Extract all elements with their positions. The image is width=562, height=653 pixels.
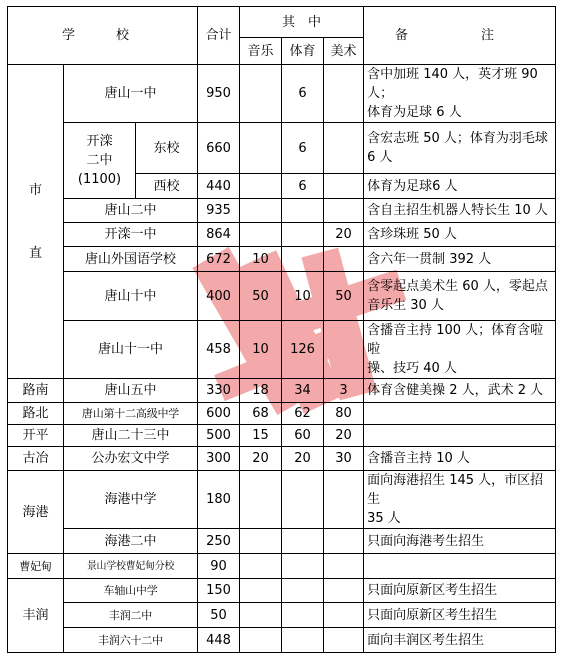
remark-cell: 含播音主持 100 人；体育含啦啦 操、技巧 40 人: [364, 321, 556, 379]
header-art: 美术: [324, 38, 364, 65]
music-cell: [240, 199, 282, 223]
remark-cell: 含宏志班 50 人；体育为羽毛球 6 人: [364, 123, 556, 174]
table-row: [8, 425, 556, 447]
remark-cell: 含六年一贯制 392 人: [364, 247, 556, 272]
total-cell: 935: [198, 199, 240, 223]
music-cell: [240, 628, 282, 653]
table-row: [8, 321, 556, 379]
remark-cell: 只面向原新区考生招生: [364, 603, 556, 628]
music-cell: 10: [240, 321, 282, 379]
remark-cell: 面向海港招生 145 人，市区招生 35 人: [364, 471, 556, 529]
pe-cell: 6: [282, 174, 324, 199]
music-cell: 10: [240, 247, 282, 272]
pe-cell: [282, 579, 324, 603]
remark-cell: [364, 403, 556, 425]
music-cell: [240, 123, 282, 174]
pe-cell: 126: [282, 321, 324, 379]
enrollment-table: [7, 6, 556, 653]
school-name: 车轴山中学: [64, 579, 198, 603]
music-cell: [240, 223, 282, 247]
campus-name: 西校: [136, 174, 198, 199]
total-cell: 660: [198, 123, 240, 174]
pe-cell: [282, 529, 324, 554]
pe-cell: 20: [282, 447, 324, 471]
pe-cell: [282, 223, 324, 247]
pe-cell: 6: [282, 65, 324, 123]
music-cell: [240, 174, 282, 199]
table-row: [8, 529, 556, 554]
art-cell: 3: [324, 379, 364, 403]
music-cell: 68: [240, 403, 282, 425]
music-cell: [240, 65, 282, 123]
total-cell: 448: [198, 628, 240, 653]
remark-cell: 含零起点美术生 60 人，零起点 音乐生 30 人: [364, 272, 556, 321]
total-cell: 150: [198, 579, 240, 603]
total-cell: 90: [198, 554, 240, 579]
remark-cell: 含自主招生机器人特长生 10 人: [364, 199, 556, 223]
header-total: 合计: [198, 7, 240, 65]
art-cell: 20: [324, 425, 364, 447]
music-cell: [240, 579, 282, 603]
table-row: [8, 199, 556, 223]
art-cell: 80: [324, 403, 364, 425]
total-cell: 950: [198, 65, 240, 123]
table-row: [8, 554, 556, 579]
pe-cell: [282, 603, 324, 628]
header-music: 音乐: [240, 38, 282, 65]
music-cell: [240, 471, 282, 529]
pe-cell: 34: [282, 379, 324, 403]
header-school: 学 校: [8, 7, 198, 65]
school-name: 唐山五中: [64, 379, 198, 403]
district-cell: 市 直: [8, 65, 64, 379]
art-cell: 30: [324, 447, 364, 471]
school-name: 丰润六十二中: [64, 628, 198, 653]
table-row: [8, 579, 556, 603]
pe-cell: [282, 199, 324, 223]
total-cell: 440: [198, 174, 240, 199]
art-cell: [324, 579, 364, 603]
total-cell: 600: [198, 403, 240, 425]
school-name: 开滦 二中 (1100): [64, 123, 136, 199]
district-cell: 丰润: [8, 579, 64, 653]
music-cell: [240, 603, 282, 628]
total-cell: 458: [198, 321, 240, 379]
remark-cell: 体育含健美操 2 人，武术 2 人: [364, 379, 556, 403]
pe-cell: 62: [282, 403, 324, 425]
school-name: 海港中学: [64, 471, 198, 529]
total-cell: 300: [198, 447, 240, 471]
table-row: [8, 272, 556, 321]
table-row: [8, 379, 556, 403]
pe-cell: 60: [282, 425, 324, 447]
school-name: 唐山外国语学校: [64, 247, 198, 272]
remark-cell: 含珍珠班 50 人: [364, 223, 556, 247]
remark-cell: [364, 425, 556, 447]
total-cell: 180: [198, 471, 240, 529]
campus-name: 东校: [136, 123, 198, 174]
remark-cell: 体育为足球6 人: [364, 174, 556, 199]
district-cell: 开平: [8, 425, 64, 447]
music-cell: 15: [240, 425, 282, 447]
school-name: 唐山十中: [64, 272, 198, 321]
total-cell: 330: [198, 379, 240, 403]
table-row: [8, 247, 556, 272]
music-cell: [240, 554, 282, 579]
remark-cell: 含中加班 140 人，英才班 90 人； 体育为足球 6 人: [364, 65, 556, 123]
district-cell: 曹妃甸: [8, 554, 64, 579]
art-cell: [324, 603, 364, 628]
art-cell: 50: [324, 272, 364, 321]
school-name: 唐山二中: [64, 199, 198, 223]
art-cell: [324, 65, 364, 123]
art-cell: [324, 628, 364, 653]
school-name: 唐山二十三中: [64, 425, 198, 447]
art-cell: [324, 554, 364, 579]
school-name: 唐山第十二高级中学: [64, 403, 198, 425]
pe-cell: 10: [282, 272, 324, 321]
remark-cell: [364, 554, 556, 579]
total-cell: 400: [198, 272, 240, 321]
remark-cell: 面向丰润区考生招生: [364, 628, 556, 653]
pe-cell: [282, 628, 324, 653]
art-cell: [324, 529, 364, 554]
music-cell: 18: [240, 379, 282, 403]
music-cell: 20: [240, 447, 282, 471]
pe-cell: 6: [282, 123, 324, 174]
music-cell: 50: [240, 272, 282, 321]
school-name: 海港二中: [64, 529, 198, 554]
table-row: [8, 447, 556, 471]
music-cell: [240, 529, 282, 554]
header-pe: 体育: [282, 38, 324, 65]
art-cell: [324, 247, 364, 272]
school-name: 景山学校曹妃甸分校: [64, 554, 198, 579]
school-name: 唐山一中: [64, 65, 198, 123]
header-remarks: 备 注: [364, 7, 556, 65]
total-cell: 864: [198, 223, 240, 247]
district-cell: 路南: [8, 379, 64, 403]
pe-cell: [282, 471, 324, 529]
header-among: 其 中: [240, 7, 364, 38]
art-cell: [324, 123, 364, 174]
table-row: [8, 123, 556, 174]
table-row: [8, 223, 556, 247]
school-name: 开滦一中: [64, 223, 198, 247]
table-row: [8, 471, 556, 529]
art-cell: [324, 199, 364, 223]
school-name: 丰润二中: [64, 603, 198, 628]
district-cell: 海港: [8, 471, 64, 554]
table-row: [8, 603, 556, 628]
school-name: 公办宏文中学: [64, 447, 198, 471]
total-cell: 672: [198, 247, 240, 272]
table-row: [8, 403, 556, 425]
table-row: [8, 628, 556, 653]
school-name: 唐山十一中: [64, 321, 198, 379]
pe-cell: [282, 247, 324, 272]
art-cell: [324, 321, 364, 379]
district-cell: 路北: [8, 403, 64, 425]
district-cell: 古冶: [8, 447, 64, 471]
art-cell: [324, 471, 364, 529]
total-cell: 250: [198, 529, 240, 554]
art-cell: [324, 174, 364, 199]
table-row: [8, 65, 556, 123]
art-cell: 20: [324, 223, 364, 247]
remark-cell: 只面向海港考生招生: [364, 529, 556, 554]
total-cell: 50: [198, 603, 240, 628]
remark-cell: 含播音主持 10 人: [364, 447, 556, 471]
total-cell: 500: [198, 425, 240, 447]
pe-cell: [282, 554, 324, 579]
remark-cell: 只面向原新区考生招生: [364, 579, 556, 603]
